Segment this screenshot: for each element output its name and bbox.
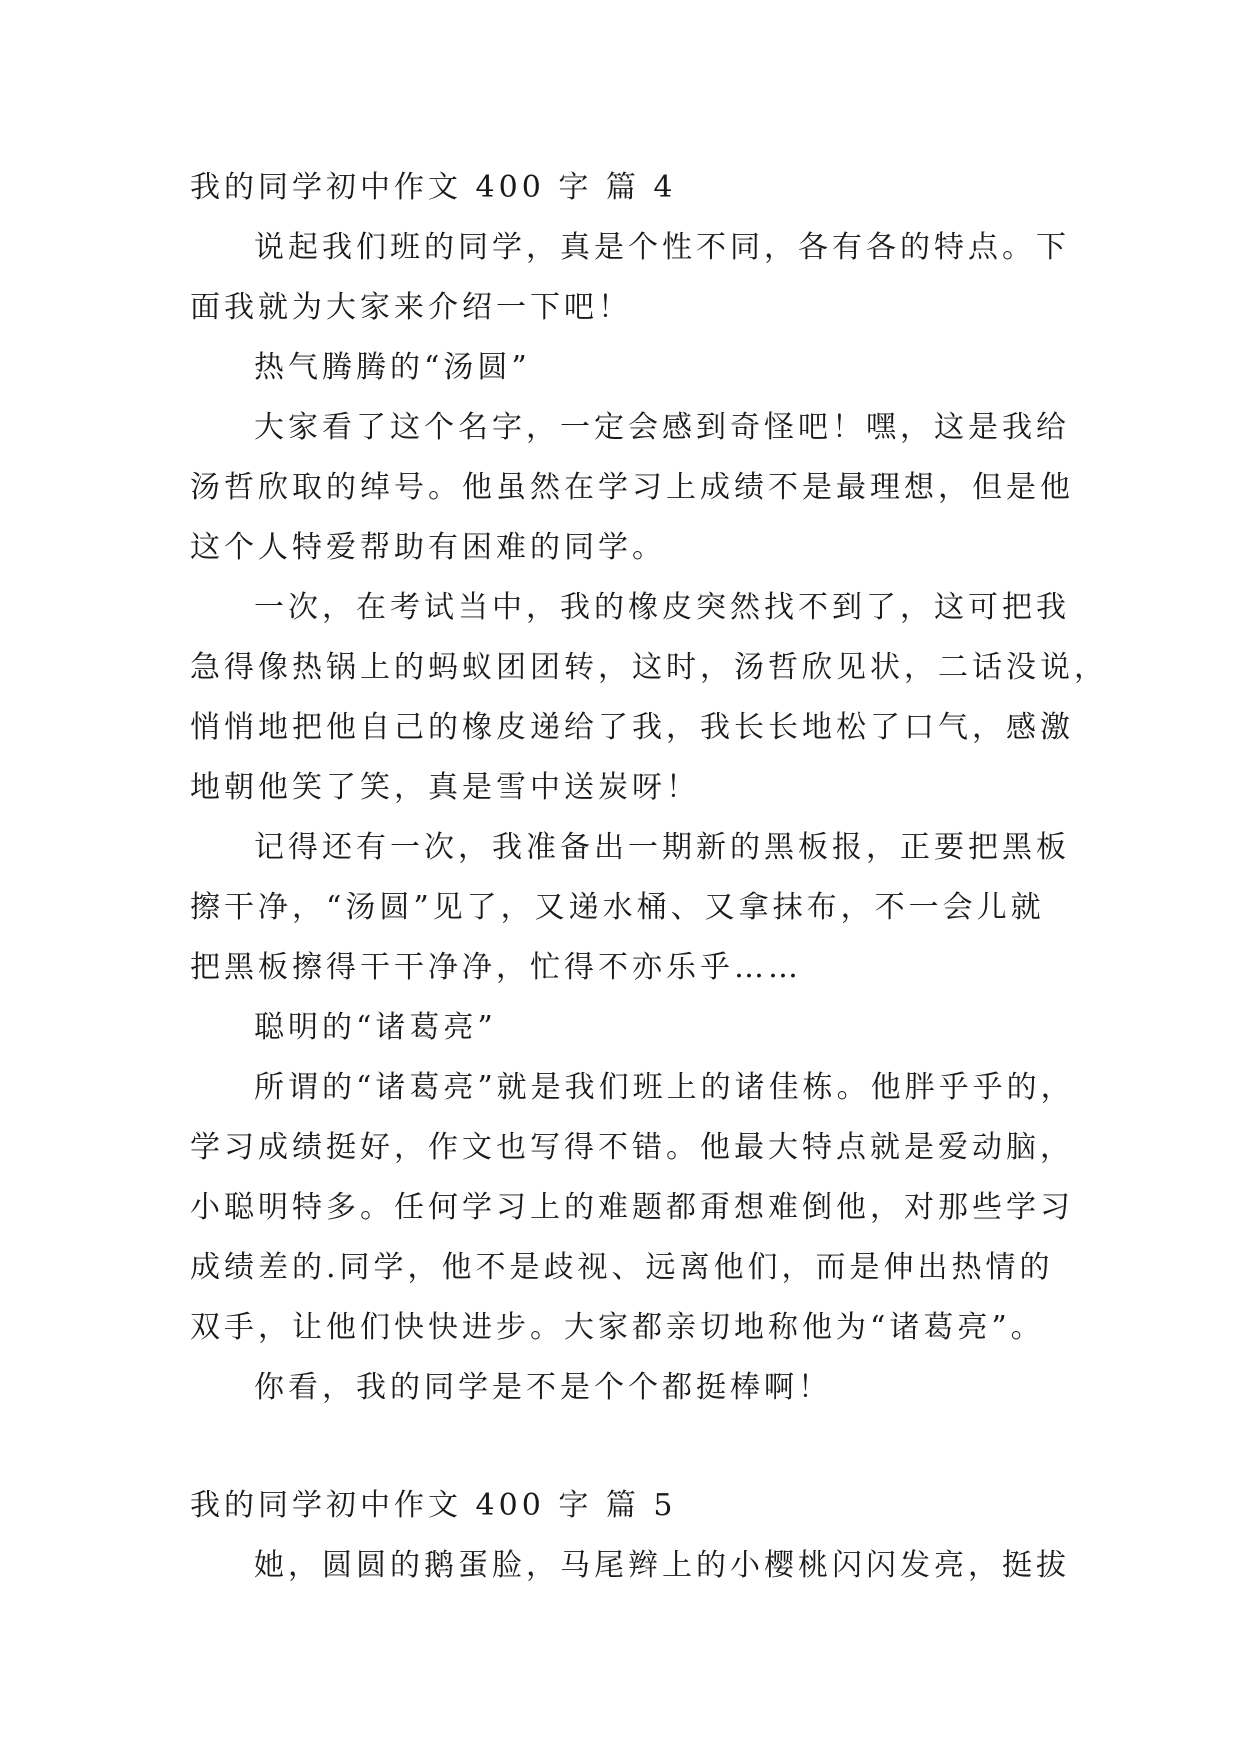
paragraph-line: 大家看了这个名字，一定会感到奇怪吧！嘿，这是我给 — [254, 410, 1070, 445]
paragraph-line: 小聪明特多。任何学习上的难题都甭想难倒他，对那些学习 — [190, 1190, 1074, 1225]
paragraph-line: 擦干净，“汤圆”见了，又递水桶、又拿抹布，不一会儿就 — [190, 890, 1045, 925]
paragraph-line: 记得还有一次，我准备出一期新的黑板报，正要把黑板 — [254, 830, 1070, 865]
section-heading: 我的同学初中作文 400 字 篇 4 — [190, 170, 677, 205]
paragraph-line: 面我就为大家来介绍一下吧！ — [190, 290, 632, 325]
subheading: 热气腾腾的“汤圆” — [254, 350, 531, 385]
paragraph-line: 说起我们班的同学，真是个性不同，各有各的特点。下 — [254, 230, 1070, 265]
paragraph-line: 地朝他笑了笑，真是雪中送炭呀！ — [190, 770, 700, 805]
paragraph-line: 急得像热锅上的蚂蚁团团转，这时，汤哲欣见状，二话没说， — [190, 650, 1108, 685]
paragraph-line: 成绩差的.同学，他不是歧视、远离他们，而是伸出热情的 — [190, 1250, 1054, 1285]
paragraph-line: 双手，让他们快快进步。大家都亲切地称他为“诸葛亮”。 — [190, 1310, 1045, 1345]
paragraph-line: 她，圆圆的鹅蛋脸，马尾辫上的小樱桃闪闪发亮，挺拔 — [254, 1548, 1070, 1583]
paragraph-line: 把黑板擦得干干净净，忙得不亦乐乎…… — [190, 950, 802, 985]
section-heading: 我的同学初中作文 400 字 篇 5 — [190, 1488, 677, 1523]
subheading: 聪明的“诸葛亮” — [254, 1010, 497, 1045]
paragraph-line: 这个人特爱帮助有困难的同学。 — [190, 530, 666, 565]
paragraph-line: 汤哲欣取的绰号。他虽然在学习上成绩不是最理想，但是他 — [190, 470, 1074, 505]
paragraph-line: 所谓的“诸葛亮”就是我们班上的诸佳栋。他胖乎乎的， — [254, 1070, 1075, 1105]
paragraph-line: 一次，在考试当中，我的橡皮突然找不到了，这可把我 — [254, 590, 1070, 625]
paragraph-line: 你看，我的同学是不是个个都挺棒啊！ — [254, 1370, 832, 1405]
paragraph-line: 学习成绩挺好，作文也写得不错。他最大特点就是爱动脑， — [190, 1130, 1074, 1165]
paragraph-line: 悄悄地把他自己的橡皮递给了我，我长长地松了口气，感激 — [190, 710, 1074, 745]
